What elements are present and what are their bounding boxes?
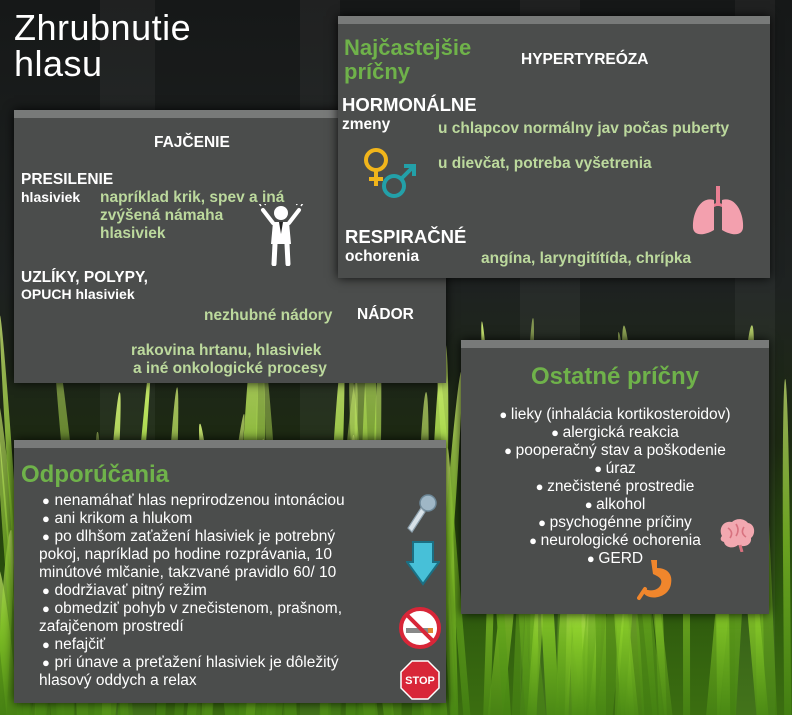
hormonalne-label: HORMONÁLNE [342,94,477,115]
respiracne-label: RESPIRAČNÉ [345,226,467,247]
list-item: ● úraz [461,460,769,478]
presilenie-sub: hlasiviek [21,189,81,205]
nezhubne-label: nezhubné nádory [204,307,333,324]
stop-sign-icon [400,660,440,700]
list-item-continued: zafajčenom prostredí [39,618,184,635]
venus-mars-icon [358,144,420,200]
stress-figure-icon [258,204,304,266]
list-item: ● znečistené prostredie [461,478,769,496]
hormonalne-sub: zmeny [342,116,391,133]
dievcata-text: u dievčat, potreba vyšetrenia [438,155,652,172]
other-causes-heading: Ostatné príčny [530,363,700,390]
list-item-continued: minútové mlčanie, takzvané pravidlo 60/ 10 [39,564,337,581]
uzliky-label: UZLÍKY, POLYPY, [21,269,148,286]
presilenie-desc-1: napríklad krik, spev a iná [100,189,285,206]
rakovina-line-1: rakovina hrtanu, hlasiviek [131,342,322,359]
grass-blade [782,379,792,715]
list-item: ● nenamáhať hlas neprirodzenou intonáciou [42,492,412,510]
list-item: ● neurologické ochorenia [461,532,769,550]
list-item: ● GERD [461,550,769,568]
down-arrow-icon [406,540,440,586]
venus-icon [366,150,386,186]
fajcenie-label: FAJČENIE [154,134,230,151]
respiracne-sub: ochorenia [345,248,420,265]
list-item: ● po dlhšom zaťažení hlasiviek je potrebný [42,528,412,546]
presilenie-desc-3: hlasiviek [100,225,166,242]
list-item-continued: pokoj, napríklad po hodine rozprávania, 10 [39,546,332,563]
main-causes-panel [338,16,770,278]
hypertyreoza-label: HYPERTYREÓZA [521,51,649,68]
stop-label: STOP [405,675,435,687]
microphone-icon [404,494,438,534]
list-item: ● ani krikom a hlukom [42,510,412,528]
presilenie-desc-2: zvýšená námaha [100,207,224,224]
list-item: ● obmedziť pohyb v znečistenom, prašnom, [42,600,412,618]
list-item: ● dodržiavať pitný režim [42,582,412,600]
stomach-icon [637,558,675,602]
no-smoking-icon [398,606,442,650]
list-item: ● nefajčiť [42,636,412,654]
presilenie-label: PRESILENIE [21,171,114,188]
uzliky-sub: OPUCH hlasiviek [21,286,135,302]
nador-label: NÁDOR [357,306,414,323]
lungs-icon [690,184,746,238]
recommendations-heading: Odporúčania [21,461,170,488]
brain-icon [716,518,756,552]
list-item: ● pri únave a preťažení hlasiviek je dôležitý [42,654,412,672]
list-item: ● pooperačný stav a poškodenie [461,442,769,460]
recommendations-panel [14,440,446,703]
rakovina-line-2: a iné onkologické procesy [133,360,327,377]
mars-icon [384,166,414,196]
respiracne-desc: angína, laryngitítída, chrípka [481,250,692,267]
list-item: ● alergická reakcia [461,424,769,442]
recommendations-list [39,492,412,690]
list-item: ● psychogénne príčiny [461,514,769,532]
main-causes-heading: Najčastejšie príčny [344,35,472,84]
chlapci-text: u chlapcov normálny jav počas puberty [438,120,730,137]
list-item-continued: hlasový oddych a relax [39,672,197,689]
list-item: ● alkohol [461,496,769,514]
page-title: Zhrubnutie hlasu [14,7,192,84]
list-item: ● lieky (inhalácia kortikosteroidov) [461,406,769,424]
other-causes-panel [461,340,769,614]
